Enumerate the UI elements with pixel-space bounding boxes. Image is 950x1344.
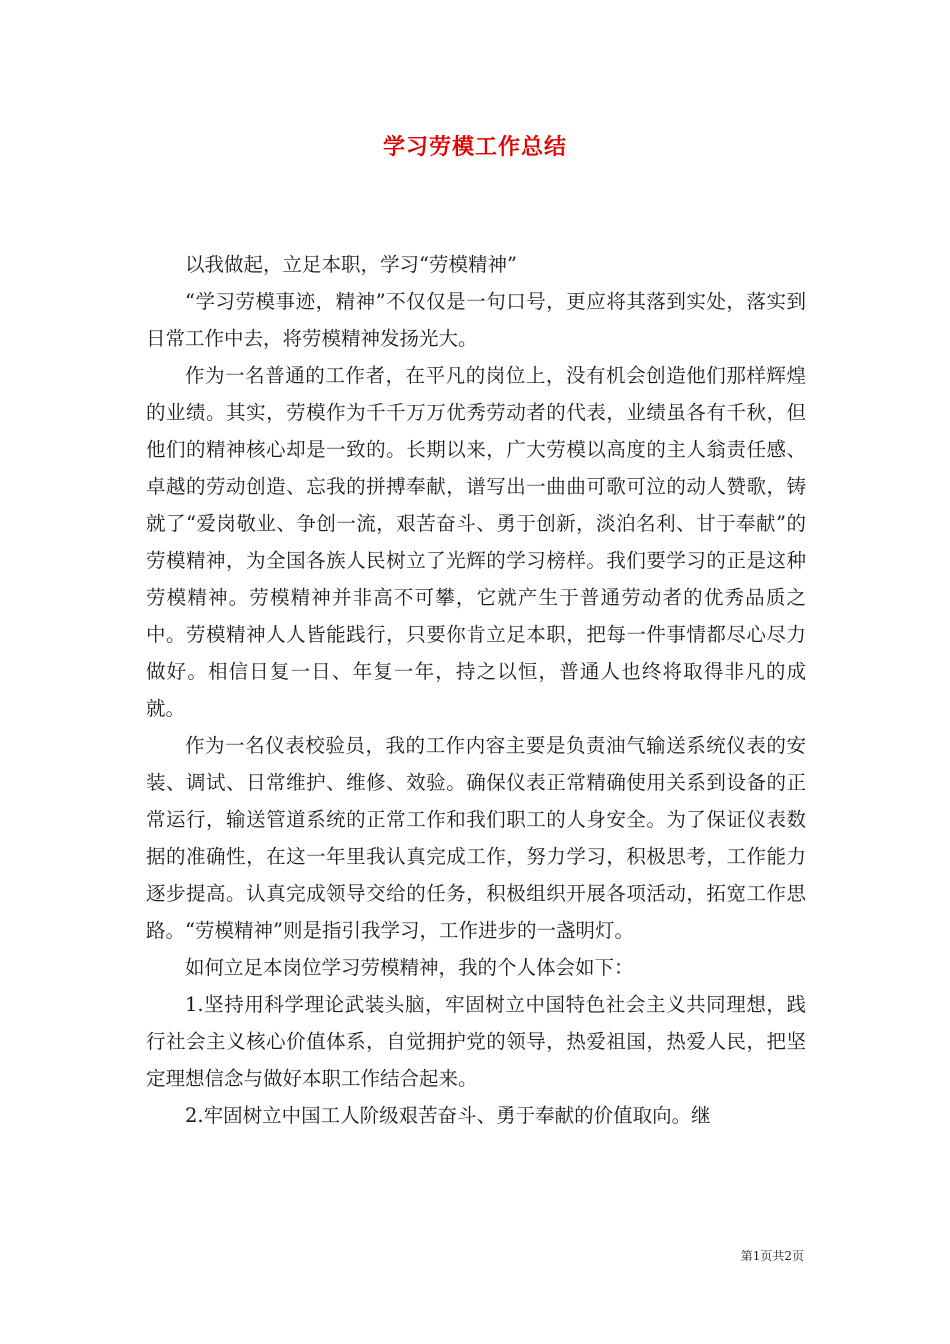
document-body <box>146 246 806 1134</box>
paragraph-5: 如何立足本岗位学习劳模精神，我的个人体会如下： <box>185 956 634 979</box>
paragraph-2: “学习劳模事迹，精神”不仅仅是一句口号，更应将其落到实处，落实到日常工作中去，将劳模精神发扬光大。 <box>146 290 806 350</box>
paragraph-6: 1.坚持用科学理论武装头脑，牢固树立中国特色社会主义共同理想，践行社会主义核心价值体系，自觉拥护党的领导，热爱祖国，热爱人民，把坚定理想信念与做好本职工作结合起来。 <box>146 993 806 1090</box>
page-number: 第1页共2页 <box>740 1249 804 1263</box>
paragraph-7: 2.牢固树立中国工人阶级艰苦奋斗、勇于奉献的价值取向。继 <box>185 1104 711 1127</box>
document-title: 学习劳模工作总结 <box>382 134 567 160</box>
paragraph-4: 作为一名仪表校验员，我的工作内容主要是负责油气输送系统仪表的安装、调试、日常维护、维修、效验。确保仪表正常精确使用关系到设备的正常运行，输送管道系统的正常工作和我们职工的人身安全。为了保证仪表数据的准确性，在这一年里我认真完成工作，努力学习，积极思考，工作能力逐步提高。认真完成领导交给的任务，积极组织开展各项活动，拓宽工作思路。“劳模精神”则是指引我学习，工作进步的一盏明灯。 <box>146 734 806 942</box>
paragraph-1: 以我做起，立足本职，学习“劳模精神” <box>185 253 517 276</box>
paragraph-3: 作为一名普通的工作者，在平凡的岗位上，没有机会创造他们那样辉煌的业绩。其实，劳模作为千千万万优秀劳动者的代表，业绩虽各有千秋，但他们的精神核心却是一致的。长期以来，广大劳模以高度的主人翁责任感、卓越的劳动创造、忘我的拼搏奉献，谱写出一曲曲可歌可泣的动人赞歌，铸就了“爱岗敬业、争创一流，艰苦奋斗、勇于创新，淡泊名利、甘于奉献”的劳模精神，为全国各族人民树立了光辉的学习榜样。我们要学习的正是这种劳模精神。劳模精神并非高不可攀，它就产生于普通劳动者的优秀品质之中。劳模精神人人皆能践行，只要你肯立足本职，把每一件事情都尽心尽力做好。相信日复一日、年复一年，持之以恒，普通人也终将取得非凡的成就。 <box>146 364 806 720</box>
